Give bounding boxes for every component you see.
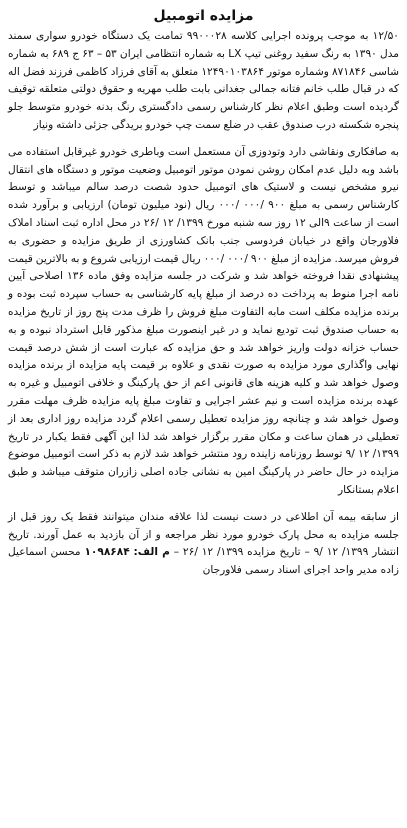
notice-signature: محسن اسماعیل زاده مدیر واحد اجرای اسناد رسمی فلاورجان bbox=[8, 546, 399, 577]
paragraph-gap bbox=[8, 135, 399, 144]
notice-code-value: ۱۰۹۸۶۸۴ bbox=[84, 546, 130, 559]
notice-paragraph-visit-info: از سابقه بیمه آن اطلاعی در دست نیست لذا علاقه مندان میتوانند فقط یک روز قبل از جلسه مزایده به محل پارک خودرو مورد نظر مراجعه و از آن بازدید به عمل آورند. تاریخ انتشار ۱۳۹۹/ ۱۲ /۹ – تاریخ مزایده ۱۳۹۹/ ۱۲ /۲۶ – bbox=[8, 510, 400, 559]
notice-paragraph-auction-terms: به صافکاری ونقاشی دارد وتودوزی آن مستعمل است وباطری خودرو غیرقابل استفاده می باشد وبه دلیل عدم امکان روشن نمودن موتور اتومبیل وضعیت موتور و دستگاه های انتقال نیرو مشخص نیست و لاستیک های اتومبیل حدود شصت درصد سالم میباشد و توسط کارشناس رسمی به مبلغ ۹۰۰ /۰۰۰ /۰۰۰ ریال (نود میلیون تومان) ارزیابی و برآورد شده است از ساعت ۹الی ۱۲ روز سه شنبه مورخ ۱۳۹۹/ ۱۲ /۲۶ در محل اداره ثبت اسناد املاک فلاورجان واقع در خیابان فردوسی جنب بانک کشاورزی از طریق مزایده و حضوری به فروش میرسد. مزایده از مبلغ ۹۰۰ /۰۰۰ /۰۰۰ ریال قیمت ارزیابی شروع و به بالاترین قیمت پیشنهادی نقدا فروخته خواهد شد و شرکت در جلسه مزایده وفق ماده ۱۳۶ اصلاحی آیین نامه اجرا منوط به پرداخت ده درصد از مبلغ پایه کارشناسی به حساب سپرده ثبت بوده و برنده مزایده مکلف است مابه التفاوت مبلغ فروش را ظرف مدت پنج روز از تاریخ مزایده به حساب صندوق ثبت تودیع نماید و در غیر اینصورت مبلغ مذکور قابل استرداد نبوده و به حساب خزانه دولت واریز خواهد شد و حق مزایده که عبارت است از شش درصد قیمت نهایی واگذاری مورد مزایده به صورت نقدی و علاوه بر قیمت پایه مزایده از برنده مزایده وصول خواهد شد و کلیه هزینه های قانونی اعم از حق پارکینگ و خلافی اتومبیل و غیره به عهده برنده مزایده است و نیم عشر اجرایی و تفاوت مبلغ پایه مزایده ظرف مهلت مقرر وصول خواهد شد و چنانچه روز مزایده تعطیل رسمی اعلام گردد مزایده روز اداری بعد از تعطیلی در همان ساعت و مکان مقرر برگزار خواهد شد لذا این آگهی فقط یکبار در تاریخ ۱۳۹۹/ ۱۲ /۹ توسط روزنامه زاینده رود منتشر خواهد شد لازم به ذکر است اتومبیل موضوع مزایده در حال حاضر در پارکینگ امین به نشانی جاده اصلی زازران متوقف میباشد و طبق اعلام بستانکار bbox=[8, 145, 400, 496]
paragraph-gap bbox=[8, 500, 399, 509]
notice-code-label: م الف: bbox=[133, 546, 170, 559]
notice-paragraph-vehicle-details: ۱۲/۵۰ به موجب پرونده اجرایی کلاسه ۹۹۰۰۰۲۸ تمامت یک دستگاه خودرو سواری سمند مدل ۱۳۹۰ به رنگ سفید روغنی تیپ LX به شماره انتظامی ایران ۵۳ – ۶۳ ج ۶۸۹ به شماره شاسی ۸۷۱۸۴۶ وشماره موتور ۱۲۴۹۰۱۰۳۸۶۴ متعلق به آقای فرزاد کاظمی فرزند فضل اله که در قبال طلب خانم فتانه جمالی جغدانی بابت طلب مهریه و حقوق دولتی متعلقه توقیف گردیده است وطبق اعلام نظر کارشناس رسمی دادگستری رنگ بدنه خودرو متوسط جلو پنجره شکسته درب صندوق عقب در ضلع سمت چپ خودرو بریدگی جزئی داشته ونیاز bbox=[8, 30, 399, 131]
notice-title: مزایده اتومبیل bbox=[153, 8, 254, 24]
notice-footer bbox=[8, 509, 399, 580]
